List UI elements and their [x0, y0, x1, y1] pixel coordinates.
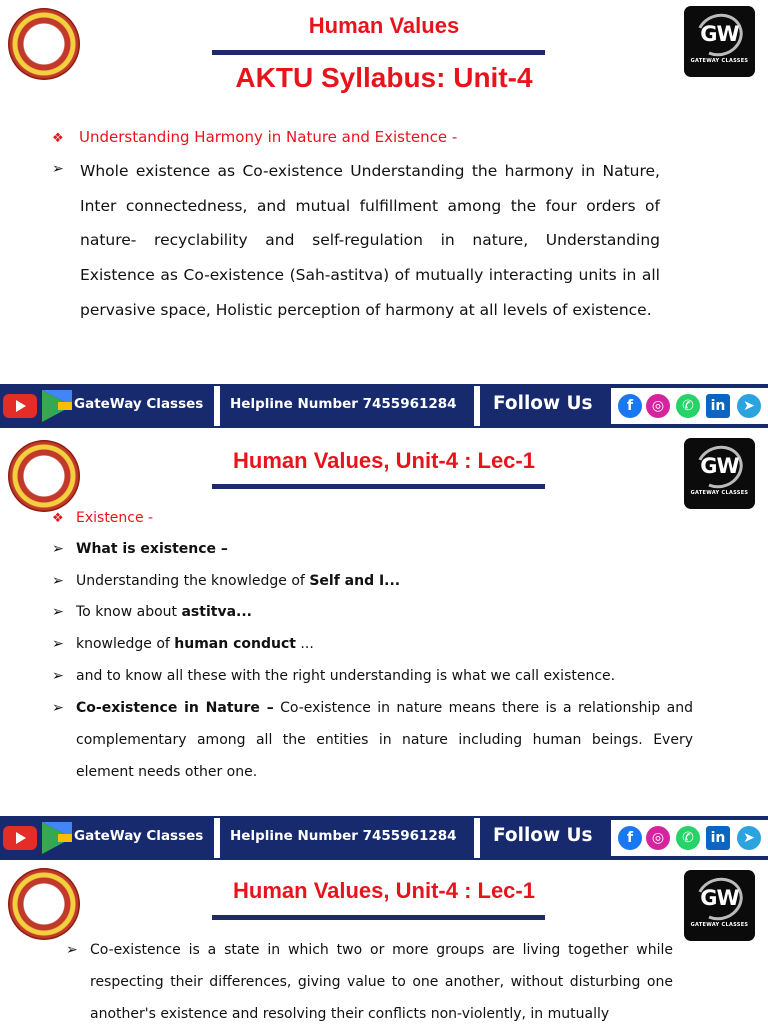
title-rule — [212, 484, 545, 489]
title-rule — [212, 50, 545, 55]
gateway-logo: GW GATEWAY CLASSES — [684, 438, 755, 509]
arrow-bullet-icon: ➢ — [66, 942, 78, 958]
slide-3 — [0, 860, 768, 1024]
slide-title: Human Values — [308, 13, 460, 38]
whatsapp-icon[interactable]: ✆ — [676, 394, 700, 418]
slide-subtitle: AKTU Syllabus: Unit-4 — [235, 62, 533, 93]
arrow-bullet-icon: ➢ — [52, 668, 64, 684]
arrow-bullet-icon: ➢ — [52, 573, 64, 589]
telegram-icon[interactable]: ➤ — [737, 826, 761, 850]
instagram-icon[interactable]: ◎ — [646, 394, 670, 418]
slide-2 — [0, 428, 768, 816]
diamond-bullet-icon: ❖ — [52, 511, 64, 526]
gateway-logo: GW GATEWAY CLASSES — [684, 6, 755, 77]
diamond-bullet-icon: ❖ — [52, 131, 64, 146]
facebook-icon[interactable]: f — [618, 394, 642, 418]
list-item: and to know all these with the right understanding is what we call existence. — [76, 668, 616, 684]
helpline-number: Helpline Number 7455961284 — [230, 828, 457, 844]
list-item: knowledge of human conduct ... — [76, 636, 314, 652]
list-item: To know about astitva... — [76, 604, 252, 620]
youtube-icon[interactable] — [3, 394, 37, 418]
arrow-bullet-icon: ➢ — [52, 700, 64, 716]
play-store-icon[interactable] — [42, 822, 72, 854]
gateway-logo: GW GATEWAY CLASSES — [684, 870, 755, 941]
instagram-icon[interactable]: ◎ — [646, 826, 670, 850]
channel-name[interactable]: GateWay Classes — [74, 396, 204, 412]
telegram-icon[interactable]: ➤ — [737, 394, 761, 418]
footer-bar — [0, 816, 768, 860]
footer-bar — [0, 384, 768, 428]
facebook-icon[interactable]: f — [618, 826, 642, 850]
list-item: Understanding the knowledge of Self and I... — [76, 573, 401, 589]
title-rule — [212, 915, 545, 920]
list-item: What is existence – — [76, 541, 228, 557]
play-store-icon[interactable] — [42, 390, 72, 422]
linkedin-icon[interactable]: in — [706, 394, 730, 418]
slide-1 — [0, 0, 768, 384]
arrow-bullet-icon: ➢ — [52, 604, 64, 620]
helpline-number: Helpline Number 7455961284 — [230, 396, 457, 412]
arrow-bullet-icon: ➢ — [52, 161, 64, 177]
arrow-bullet-icon: ➢ — [52, 541, 64, 557]
slide-title: Human Values, Unit-4 : Lec-1 — [233, 448, 535, 473]
follow-us-label: Follow Us — [493, 393, 593, 414]
channel-name[interactable]: GateWay Classes — [74, 828, 204, 844]
slide-title: Human Values, Unit-4 : Lec-1 — [233, 878, 535, 903]
coexistence-paragraph: Co-existence in Nature – Co-existence in nature means there is a relationship and complementary among all the entities in nature including human beings. Every element needs other one. — [76, 700, 693, 780]
whatsapp-icon[interactable]: ✆ — [676, 826, 700, 850]
social-icons — [611, 820, 768, 856]
arrow-bullet-icon: ➢ — [52, 636, 64, 652]
follow-us-label: Follow Us — [493, 825, 593, 846]
linkedin-icon[interactable]: in — [706, 826, 730, 850]
section-heading: ❖ Existence - — [52, 510, 154, 526]
youtube-icon[interactable] — [3, 826, 37, 850]
syllabus-paragraph: Whole existence as Co-existence Understanding the harmony in Nature, Inter connectedness, and mutual fulfillment among the four orders of nature- recyclability and self-regulation in nature, Understanding Existence as Co-existence (Sah-astitva) of mutually interacting units in all pervasive space, Holistic perception of harmony at all levels of existence. — [80, 162, 660, 319]
social-icons — [611, 388, 768, 424]
section-heading: ❖ Understanding Harmony in Nature and Existence - — [52, 128, 458, 146]
coexistence-definition: Co-existence is a state in which two or more groups are living together while respecting their differences, giving value to one another, without disturbing one another's existence and resolving their conflicts non-violently, in mutually — [90, 942, 673, 1022]
